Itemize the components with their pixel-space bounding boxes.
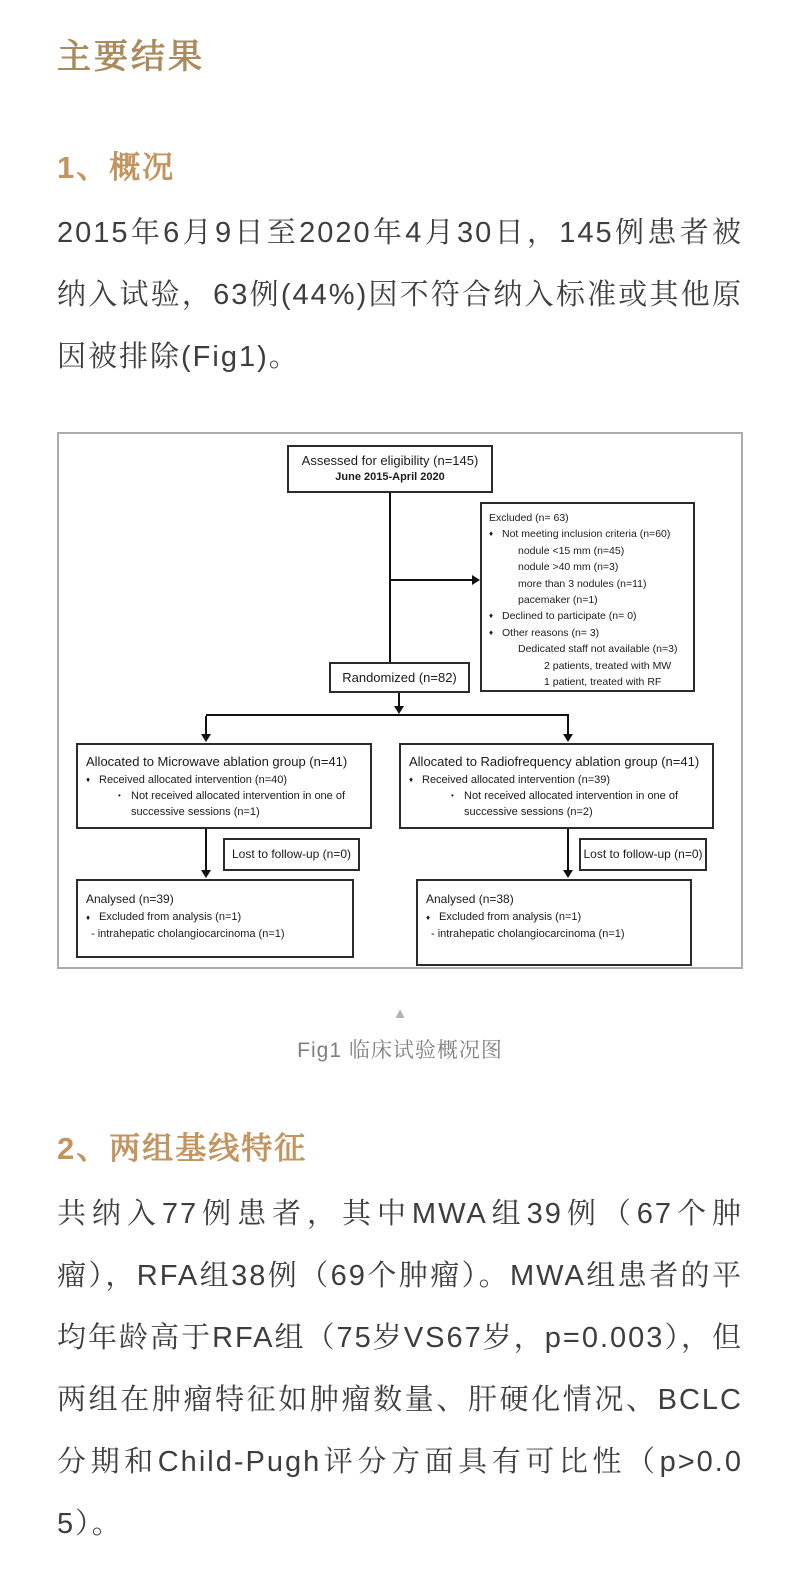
excluded-title-text: Excluded (n= 63) (489, 512, 569, 524)
mwa-item-text: Not received allocated intervention in one of successive sessions (n=1) (131, 790, 346, 818)
excluded-item-text: Other reasons (n= 3) (502, 626, 600, 639)
section-2-paragraph: 共纳入77例患者，其中MWA组39例（67个肿瘤），RFA组38例（69个肿瘤）。MWA组患者的平均年龄高于RFA组（75岁VS67岁，p=0.003），但两组在肿瘤特征如肿瘤数量、肝硬化情况、BCLC分期和Child-Pugh评分方面具有可比性（p>0.05）。 (57, 1198, 743, 1540)
connector-line (398, 693, 400, 707)
excluded-item (489, 641, 688, 657)
section-1-heading: 1、概况 (57, 150, 176, 185)
analysed-left-item (86, 926, 344, 943)
dot-bullet-icon: • (451, 791, 454, 800)
rfa-item (409, 788, 704, 820)
arrow-down-icon (563, 870, 573, 878)
arrow-down-icon (563, 734, 573, 742)
excluded-item-text: Dedicated staff not available (n=3) (518, 643, 678, 656)
excluded-item-text: 2 patients, treated with MW (544, 659, 672, 672)
lost-followup-right-text: Lost to follow-up (n=0) (583, 847, 703, 861)
excluded-item-text: pacemaker (n=1) (518, 594, 598, 607)
connector-line (567, 829, 569, 870)
arrow-down-icon (201, 734, 211, 742)
consort-flow-diagram (57, 432, 743, 969)
excluded-item (489, 543, 688, 559)
lost-followup-left-text: Lost to follow-up (n=0) (231, 847, 352, 861)
excluded-item (489, 592, 688, 608)
connector-line (389, 493, 391, 663)
rfa-item (409, 772, 704, 788)
excluded-title (489, 510, 688, 526)
analysed-right-box (416, 879, 692, 966)
connector-line (206, 714, 569, 716)
mwa-item-text: Received allocated intervention (n=40) (99, 774, 288, 786)
page-title: 主要结果 (57, 39, 205, 76)
excluded-item (489, 674, 688, 690)
figure-caption: Fig1 临床试验概况图 (297, 1039, 503, 1062)
analysed-right-item (426, 909, 682, 926)
arrow-down-icon (201, 870, 211, 878)
collapse-triangle-icon[interactable]: ▲ (392, 1005, 408, 1022)
excluded-item (489, 526, 688, 542)
randomized-title: Randomized (n=82) (342, 670, 457, 685)
connector-line (205, 716, 207, 735)
diamond-bullet-icon: ♦ (426, 913, 431, 922)
section-1-paragraph: 2015年6月9日至2020年4月30日，145例患者被纳入试验，63例(44%)因不符合纳入标准或其他原因被排除(Fig1)。 (57, 217, 743, 373)
analysed-left-item (86, 909, 344, 926)
excluded-item (489, 625, 688, 641)
rfa-allocation-box (399, 743, 714, 829)
excluded-item (489, 559, 688, 575)
rfa-title: Allocated to Radiofrequency ablation group (n=41) (409, 754, 700, 769)
dot-bullet-icon: • (118, 791, 121, 800)
excluded-item-text: nodule >40 mm (n=3) (518, 561, 619, 574)
arrow-down-icon (394, 706, 404, 714)
lost-followup-right-box (579, 838, 707, 871)
assessed-box (287, 445, 493, 493)
analysed-left-title: Analysed (n=39) (86, 892, 174, 906)
diamond-bullet-icon: ♦ (409, 775, 414, 784)
excluded-item (489, 576, 688, 592)
excluded-item-text: more than 3 nodules (n=11) (518, 577, 647, 590)
arrow-right-icon (472, 575, 480, 585)
lost-followup-left-box (223, 838, 360, 871)
analysed-right-item-text: Excluded from analysis (n=1) (439, 911, 582, 923)
mwa-allocation-box (76, 743, 372, 829)
analysed-left-item-text: Excluded from analysis (n=1) (99, 911, 242, 923)
excluded-item-text: Not meeting inclusion criteria (n=60) (502, 528, 671, 541)
assessed-title: Assessed for eligibility (n=145) (301, 453, 479, 468)
analysed-right-title: Analysed (n=38) (426, 892, 514, 906)
analysed-left-item-text: - intrahepatic cholangiocarcinoma (n=1) (91, 928, 285, 940)
randomized-box (329, 662, 470, 693)
mwa-item (86, 772, 362, 788)
diamond-bullet-icon: ♦ (489, 627, 494, 637)
connector-line (205, 829, 207, 870)
diamond-bullet-icon: ♦ (86, 775, 91, 784)
connector-line (567, 716, 569, 735)
diamond-bullet-icon: ♦ (86, 913, 91, 922)
analysed-right-item (426, 926, 682, 943)
mwa-title: Allocated to Microwave ablation group (n=41) (86, 754, 348, 769)
excluded-box (480, 502, 695, 692)
connector-line (390, 579, 473, 581)
excluded-item-text: Declined to participate (n= 0) (502, 610, 637, 623)
excluded-item-text: nodule <15 mm (n=45) (518, 544, 625, 557)
excluded-item (489, 608, 688, 624)
rfa-item-text: Not received allocated intervention in one of successive sessions (n=2) (464, 790, 679, 818)
diamond-bullet-icon: ♦ (489, 529, 494, 539)
diamond-bullet-icon: ♦ (489, 611, 494, 621)
assessed-subtitle: June 2015-April 2020 (335, 471, 445, 483)
analysed-right-item-text: - intrahepatic cholangiocarcinoma (n=1) (431, 928, 625, 940)
rfa-item-text: Received allocated intervention (n=39) (422, 774, 611, 786)
mwa-item (86, 788, 362, 820)
analysed-left-box (76, 879, 354, 958)
section-2-heading: 2、两组基线特征 (57, 1131, 308, 1166)
excluded-item (489, 658, 688, 674)
excluded-item-text: 1 patient, treated with RF (544, 676, 662, 689)
